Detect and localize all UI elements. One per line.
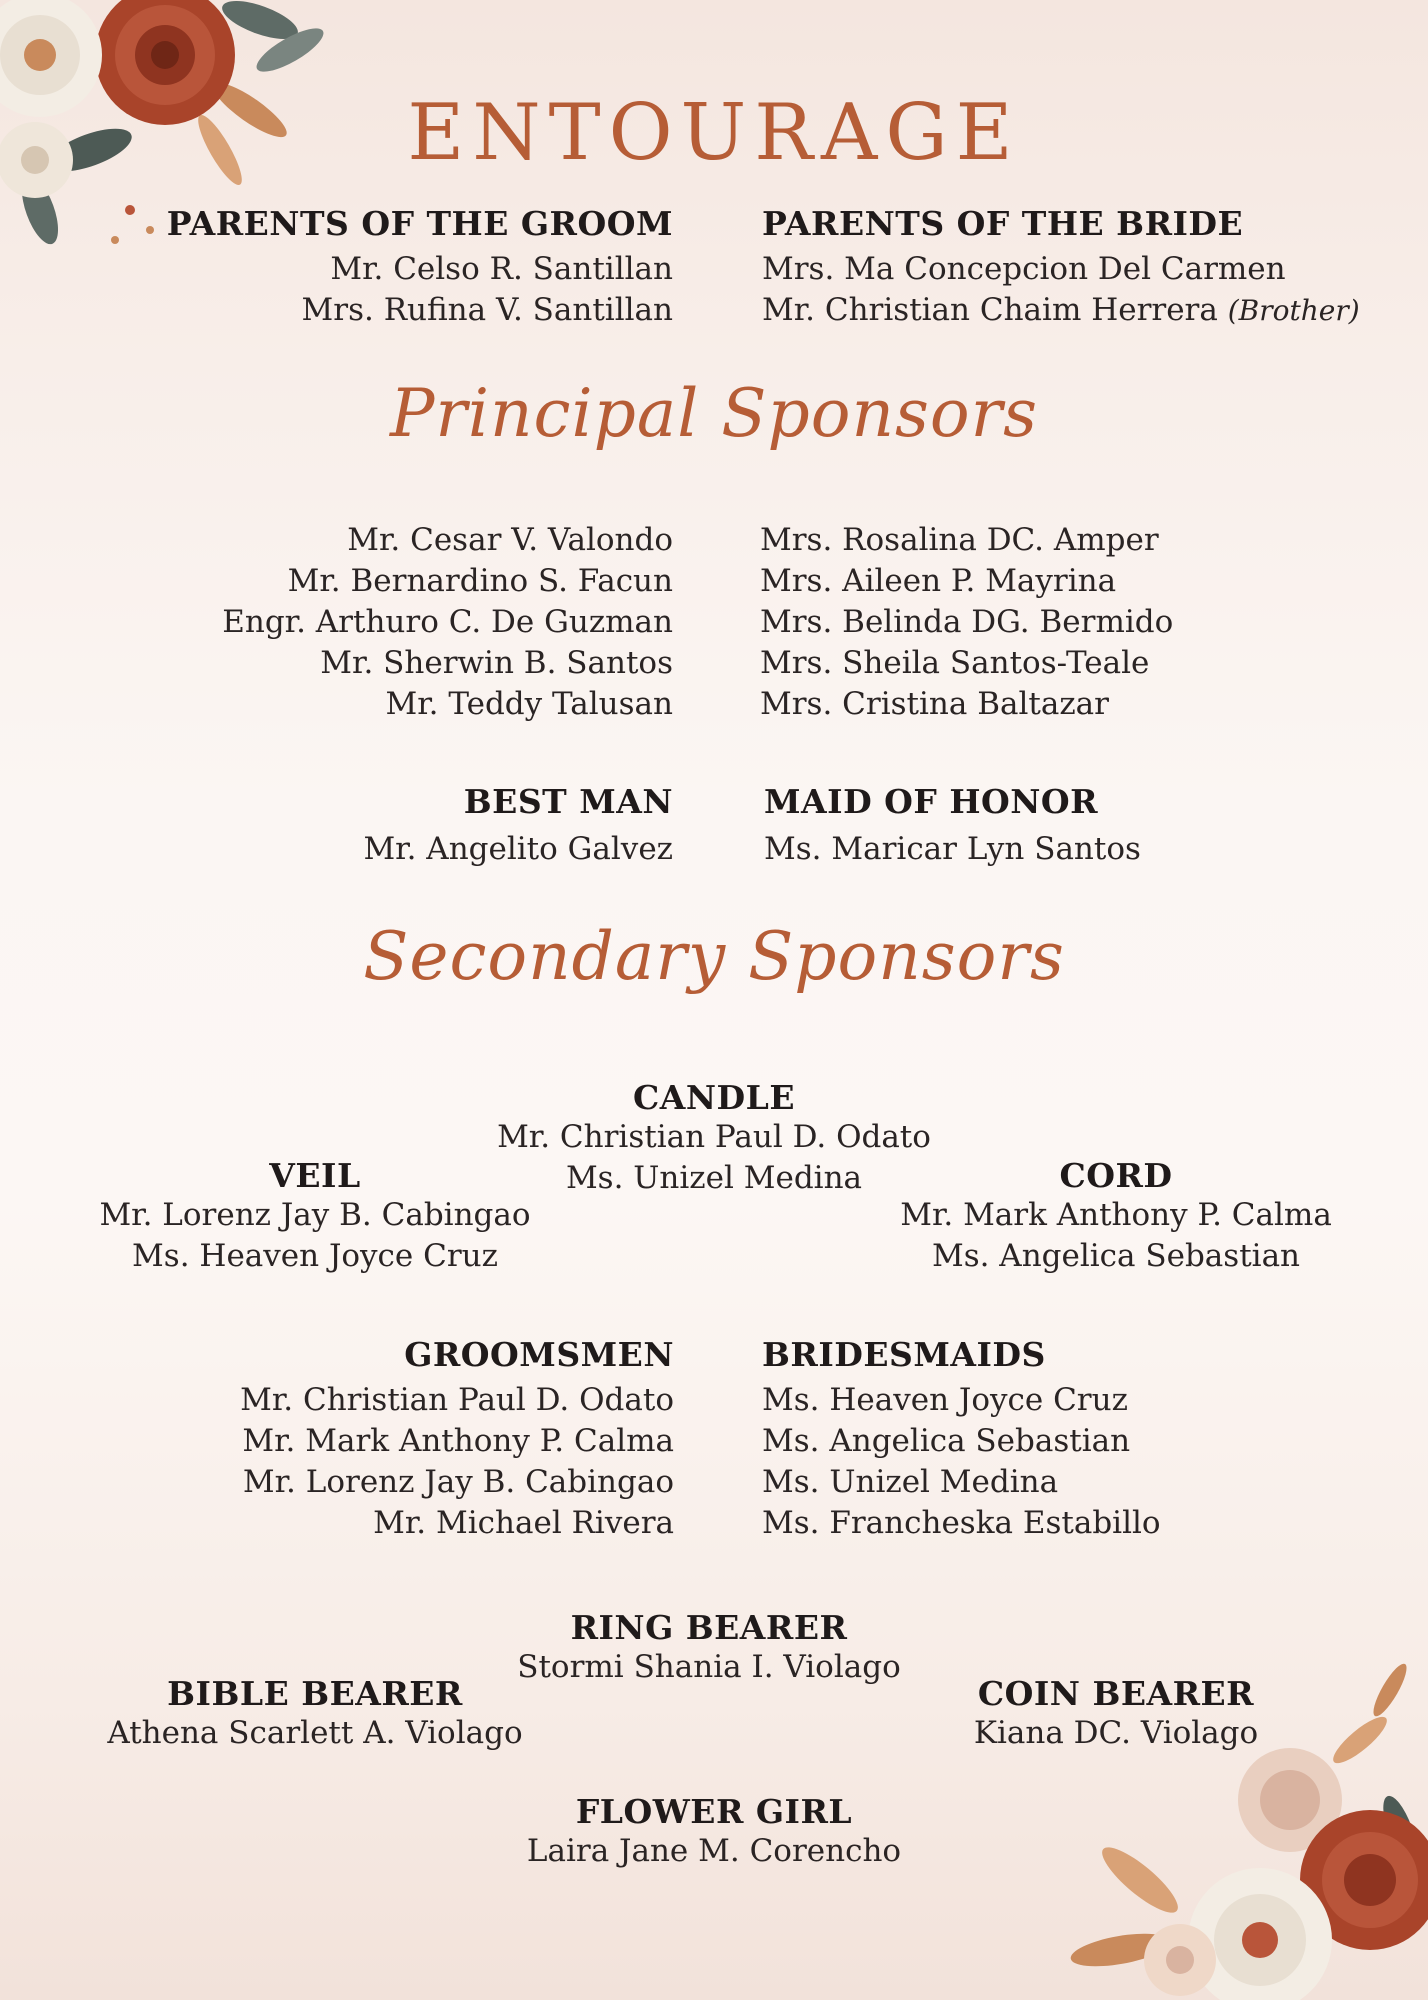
list-item: Ms. Unizel Medina (762, 1464, 1059, 1500)
groom-parent-name: Mrs. Rufina V. Santillan (301, 292, 673, 328)
veil-sponsor-name: Mr. Lorenz Jay B. Cabingao (99, 1197, 531, 1233)
maid-of-honor-heading: MAID OF HONOR (764, 782, 1099, 821)
cord-sponsor-name: Mr. Mark Anthony P. Calma (900, 1197, 1332, 1233)
ring-bearer-heading: RING BEARER (570, 1608, 848, 1647)
bible-bearer-heading: BIBLE BEARER (167, 1674, 463, 1713)
list-item: Mrs. Cristina Baltazar (760, 686, 1109, 722)
veil-sponsor-name: Ms. Heaven Joyce Cruz (132, 1238, 498, 1274)
list-item: Mr. Christian Paul D. Odato (240, 1382, 674, 1418)
list-item: Mrs. Sheila Santos-Teale (760, 645, 1150, 681)
list-item: Ms. Francheska Estabillo (762, 1505, 1161, 1541)
maid-of-honor-section (764, 782, 1404, 870)
list-item: Mr. Teddy Talusan (385, 686, 673, 722)
best-man-heading: BEST MAN (463, 782, 673, 821)
bride-parent-name-line (762, 290, 1402, 331)
groomsmen-heading: GROOMSMEN (404, 1335, 674, 1374)
bible-bearer-name: Athena Scarlett A. Violago (107, 1715, 523, 1751)
flower-girl-name: Laira Jane M. Corencho (526, 1833, 902, 1869)
bridesmaids-heading: BRIDESMAIDS (762, 1335, 1046, 1374)
bible-bearer-section (60, 1674, 570, 1754)
bride-parents-section (762, 204, 1402, 331)
veil-heading: VEIL (269, 1156, 361, 1195)
list-item: Mr. Sherwin B. Santos (320, 645, 673, 681)
principal-sponsors-right-list (760, 520, 1400, 725)
coin-bearer-section (856, 1674, 1376, 1754)
cord-heading: CORD (1059, 1156, 1173, 1195)
groom-parent-name: Mr. Celso R. Santillan (330, 251, 673, 287)
list-item: Mr. Mark Anthony P. Calma (242, 1423, 674, 1459)
veil-section (60, 1156, 570, 1277)
candle-heading: CANDLE (632, 1078, 795, 1117)
flower-girl-heading: FLOWER GIRL (575, 1792, 853, 1831)
flower-girl-section (454, 1792, 974, 1872)
secondary-sponsors-heading: Secondary Sponsors (363, 918, 1065, 995)
principal-sponsors-left-list (100, 520, 673, 725)
groomsmen-section (100, 1335, 674, 1544)
bride-parent-name: Mr. Christian Chaim Herrera (762, 292, 1218, 328)
list-item: Mr. Michael Rivera (373, 1505, 674, 1541)
bride-parent-name: Mrs. Ma Concepcion Del Carmen (762, 251, 1286, 287)
cord-section (856, 1156, 1376, 1277)
groom-parents-section (100, 204, 673, 331)
relation-note: (Brother) (1227, 294, 1360, 327)
principal-sponsors-heading: Principal Sponsors (389, 375, 1039, 452)
list-item: Mrs. Belinda DG. Bermido (760, 604, 1174, 640)
coin-bearer-name: Kiana DC. Violago (973, 1715, 1259, 1751)
best-man-section (100, 782, 673, 870)
bride-parents-heading: PARENTS OF THE BRIDE (762, 204, 1244, 243)
list-item: Mr. Bernardino S. Facun (287, 563, 673, 599)
list-item: Engr. Arthuro C. De Guzman (222, 604, 673, 640)
coin-bearer-heading: COIN BEARER (977, 1674, 1255, 1713)
candle-sponsor-name: Ms. Unizel Medina (565, 1160, 863, 1196)
maid-of-honor-name: Ms. Maricar Lyn Santos (764, 831, 1141, 867)
best-man-name: Mr. Angelito Galvez (363, 831, 673, 867)
groom-parents-heading: PARENTS OF THE GROOM (166, 204, 673, 243)
list-item: Mrs. Rosalina DC. Amper (760, 522, 1159, 558)
page-title: ENTOURAGE (407, 88, 1021, 178)
ring-bearer-name: Stormi Shania I. Violago (517, 1649, 901, 1685)
bridesmaids-section (762, 1335, 1402, 1544)
list-item: Ms. Heaven Joyce Cruz (762, 1382, 1128, 1418)
cord-sponsor-name: Ms. Angelica Sebastian (931, 1238, 1301, 1274)
list-item: Mr. Cesar V. Valondo (347, 522, 673, 558)
list-item: Mrs. Aileen P. Mayrina (760, 563, 1117, 599)
list-item: Mr. Lorenz Jay B. Cabingao (242, 1464, 674, 1500)
list-item: Ms. Angelica Sebastian (762, 1423, 1131, 1459)
candle-sponsor-name: Mr. Christian Paul D. Odato (497, 1119, 931, 1155)
